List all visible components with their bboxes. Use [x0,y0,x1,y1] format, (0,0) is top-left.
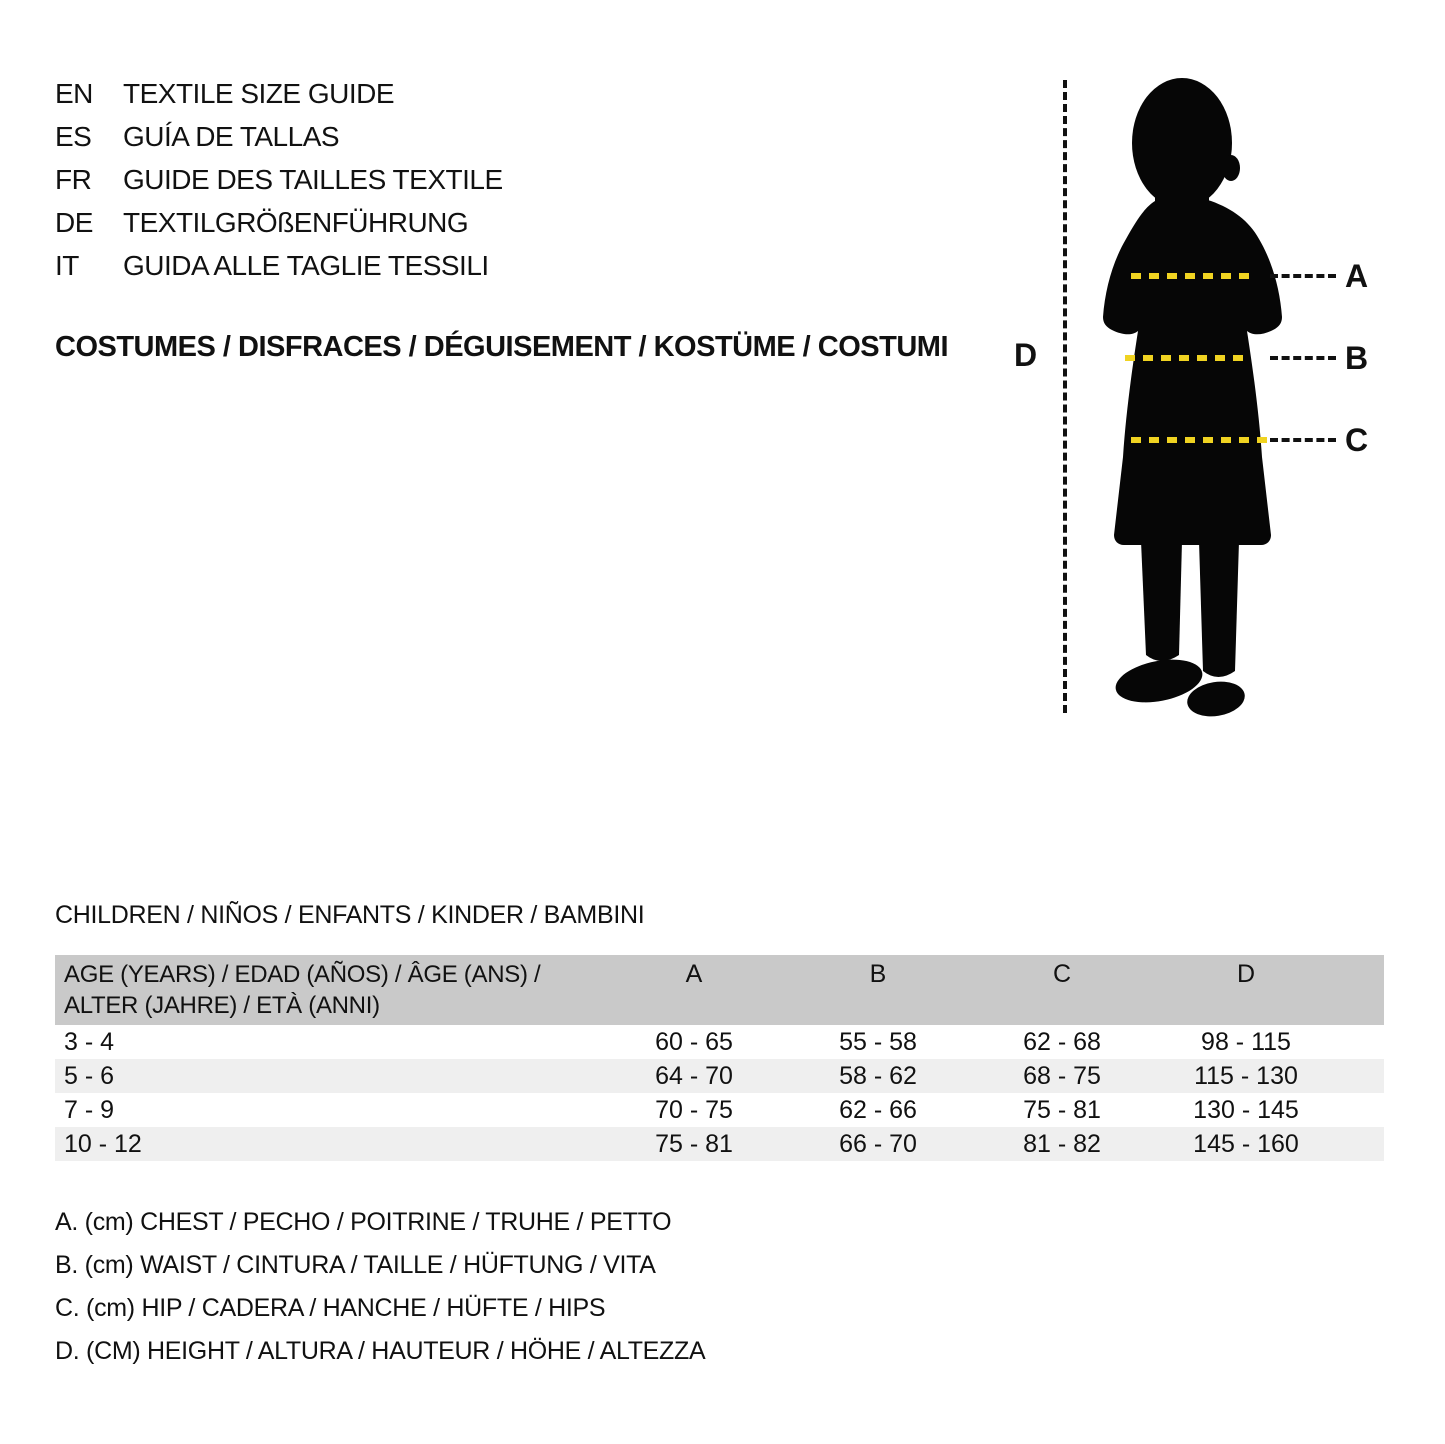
age-header-line1: AGE (YEARS) / EDAD (AÑOS) / ÂGE (ANS) / [64,961,541,988]
language-code: FR [55,164,92,195]
chest-cell: 60 - 65 [655,1027,733,1056]
waist-leader-line [1270,356,1336,360]
guide-title: TEXTILE SIZE GUIDE [123,78,395,109]
chest-measure-label: A [1345,258,1369,294]
age-cell: 10 - 12 [64,1129,142,1158]
guide-title: GUIDA ALLE TAGLIE TESSILI [123,250,489,281]
table-row [55,1093,1384,1127]
table-row [55,1059,1384,1093]
age-cell: 7 - 9 [64,1095,115,1124]
hip-leader-line [1270,438,1336,442]
measurement-legend [55,1201,705,1373]
table-row [55,1025,1384,1059]
language-row [55,244,503,287]
column-header-d: D [1236,960,1256,988]
age-cell: 3 - 4 [64,1027,115,1056]
hip-cell: 62 - 68 [1023,1027,1101,1056]
silhouette-left-leg [1141,541,1182,661]
waist-cell: 55 - 58 [839,1027,917,1056]
language-code: IT [55,250,79,281]
height-measure-line [1063,80,1067,713]
column-header-b: B [869,960,887,988]
silhouette-body [1103,198,1282,545]
chest-cell: 75 - 81 [655,1129,733,1158]
category-title: COSTUMES / DISFRACES / DÉGUISEMENT / KOSTÜME / COSTUMI [55,331,948,363]
table-row [55,1127,1384,1161]
hip-cell: 75 - 81 [1023,1095,1101,1124]
language-row [55,72,503,115]
guide-title: GUÍA DE TALLAS [123,121,340,152]
waist-measure-label: B [1345,340,1369,376]
column-header-c: C [1052,960,1072,988]
waist-cell: 62 - 66 [839,1095,917,1124]
language-row [55,158,503,201]
language-row [55,201,503,244]
legend-hip: C. (cm) HIP / CADERA / HANCHE / HÜFTE / HIPS [55,1294,606,1322]
legend-height: D. (CM) HEIGHT / ALTURA / HAUTEUR / HÖHE / ALTEZZA [55,1337,706,1365]
guide-title: GUIDE DES TAILLES TEXTILE [123,164,503,195]
section-title: CHILDREN / NIÑOS / ENFANTS / KINDER / BAMBINI [55,901,645,929]
height-measure-label: D [1014,337,1038,373]
language-row [55,115,503,158]
age-column-header [55,955,602,1021]
waist-cell: 58 - 62 [839,1061,917,1090]
height-cell: 115 - 130 [1194,1061,1298,1090]
age-header-line2: ALTER (JAHRE) / ETÀ (ANNI) [64,992,380,1019]
height-cell: 130 - 145 [1193,1095,1299,1124]
age-cell: 5 - 6 [64,1061,115,1090]
height-cell: 98 - 115 [1201,1027,1291,1056]
hip-cell: 81 - 82 [1023,1129,1101,1158]
child-silhouette [1085,73,1300,718]
hip-cell: 68 - 75 [1023,1061,1101,1090]
language-title-list [55,72,503,287]
language-code: ES [55,121,92,152]
guide-title: TEXTILGRÖßENFÜHRUNG [123,207,469,238]
legend-chest: A. (cm) CHEST / PECHO / POITRINE / TRUHE / PETTO [55,1208,672,1236]
height-cell: 145 - 160 [1193,1129,1299,1158]
silhouette-right-leg [1199,541,1239,677]
legend-waist: B. (cm) WAIST / CINTURA / TAILLE / HÜFTUNG / VITA [55,1251,656,1279]
language-code: EN [55,78,93,109]
size-table-header [55,955,1384,1025]
waist-cell: 66 - 70 [839,1129,917,1158]
chest-cell: 70 - 75 [655,1095,733,1124]
size-table [55,955,1384,1161]
column-header-a: A [685,960,703,988]
language-code: DE [55,207,93,238]
measurement-figure [1000,60,1445,740]
chest-cell: 64 - 70 [655,1061,733,1090]
chest-leader-line [1270,274,1336,278]
hip-measure-label: C [1345,422,1369,458]
